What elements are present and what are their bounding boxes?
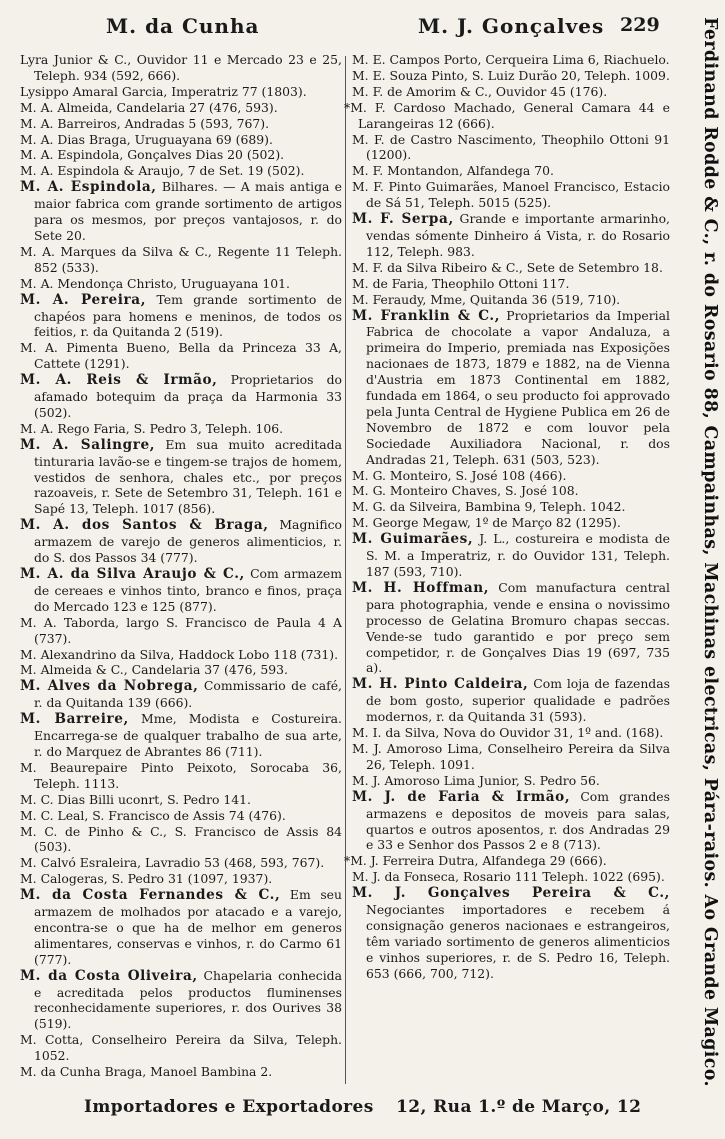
directory-entry [352, 276, 670, 292]
entry-text: M. da Cunha Braga, Manoel Bambina 2. [20, 1064, 273, 1080]
entry-name: M. Guimarães, [352, 531, 474, 548]
directory-entry [352, 741, 670, 773]
directory-entry [352, 789, 670, 854]
directory-entry [352, 499, 670, 515]
directory-entry [352, 68, 670, 84]
directory-entry [20, 517, 342, 566]
directory-entry [20, 1032, 342, 1064]
page-footer [84, 1097, 644, 1117]
footer-right-text: 12, Rua 1.º de Março, 12 [396, 1097, 642, 1117]
directory-entry [352, 515, 670, 531]
directory-entry [352, 52, 670, 68]
directory-entry [20, 760, 342, 792]
entry-text: M. A. Almeida, Candelaria 27 (476, 593). [20, 99, 278, 115]
directory-entry [352, 483, 670, 499]
entry-text: M. F. Montandon, Alfandega 70. [352, 163, 554, 179]
directory-entry [20, 52, 342, 84]
entry-text: *M. F. Cardoso Machado, General Camara 44 e Larangeiras 12 (666). [344, 99, 670, 131]
entry-name: M. Alves da Nobrega, [20, 678, 199, 695]
directory-entry [20, 968, 342, 1033]
entry-text: M. Calvó Esraleira, Lavradio 53 (468, 593, 767). [20, 855, 325, 871]
directory-entry [352, 885, 670, 981]
entry-text: M. Almeida & C., Candelaria 37 (476, 593. [20, 662, 288, 678]
footer-left-text: Importadores e Exportadores [84, 1097, 374, 1117]
entry-name: M. A. dos Santos & Braga, [20, 517, 269, 534]
entry-text: M. Calogeras, S. Pedro 31 (1097, 1937). [20, 871, 273, 887]
entry-text: M. A. Mendonça Christo, Uruguayana 101. [20, 275, 290, 291]
entry-name: M. A. Reis & Irmão, [20, 372, 218, 389]
side-advertisement [697, 14, 723, 1089]
entry-text: M. C. Dias Billi uconrt, S. Pedro 141. [20, 791, 251, 807]
directory-entry [20, 678, 342, 711]
entry-name: M. A. da Silva Araujo & C., [20, 566, 245, 582]
directory-entry [20, 615, 342, 647]
directory-entry [20, 116, 342, 132]
directory-entry [20, 824, 342, 856]
entry-text: M. A. Espindola, Gonçalves Dias 20 (502). [20, 147, 285, 163]
entry-text: M. A. Espindola & Araujo, 7 de Set. 19 (502). [20, 163, 305, 179]
directory-entry [20, 566, 342, 615]
directory-entry [352, 260, 670, 276]
directory-entry [352, 292, 670, 308]
directory-entry [352, 676, 670, 725]
directory-entry [352, 163, 670, 179]
directory-entry [20, 84, 342, 100]
directory-entry [344, 853, 670, 869]
directory-entry [352, 468, 670, 484]
entry-text: M. Beaurepaire Pinto Peixoto, Sorocaba 36, Teleph. 1113. [20, 759, 342, 791]
directory-entry [20, 244, 342, 276]
directory-entry [352, 869, 670, 885]
entry-name: M. H. Pinto Caldeira, [352, 676, 529, 693]
entry-name: M. J. de Faria & Irmão, [352, 788, 571, 805]
entry-text: Com armazem de cereaes e vinhos tinto, branco e finos, praça do Mercado 123 e 125 (877). [34, 566, 342, 614]
directory-entry [352, 132, 670, 164]
directory-entry [20, 647, 342, 663]
directory-entry [352, 179, 670, 211]
directory-entry [20, 179, 342, 244]
entry-text: M. F. da Silva Ribeiro & C., Sete de Setembro 18. [352, 259, 663, 275]
entry-text: M. F. de Castro Nascimento, Theophilo Ottoni 91 (1200). [352, 131, 670, 163]
directory-entry [20, 871, 342, 887]
directory-entry [352, 580, 670, 676]
directory-entry [20, 276, 342, 292]
directory-entry [344, 100, 670, 132]
entry-text: Em seu armazem de molhados por atacado e a varejo, encontra-se o que ha de melhor em generos alimentares, conservas e vinhos, r. do Carmo 61 (777). [34, 887, 342, 967]
header-right-name: M. J. Gonçalves [418, 14, 605, 38]
directory-entry [20, 292, 342, 341]
entry-text: Proprietarios do afamado botequim da praça da Harmonia 33 (502). [34, 372, 342, 420]
entry-text: M. J. da Fonseca, Rosario 111 Teleph. 1022 (695). [352, 869, 665, 885]
entry-text: M. F. de Amorim & C., Ouvidor 45 (176). [352, 83, 608, 99]
entry-text: Com loja de fazendas de bom gosto, superior qualidade e padrões modernos, r. da Quitanda 31 (593). [366, 676, 670, 725]
entry-name: M. F. Serpa, [352, 211, 454, 228]
entry-name: M. A. Espindola, [20, 179, 157, 196]
entry-text: Mme, Modista e Costureira. Encarrega-se de qualquer trabalho de sua arte, r. do Marquez de Abrantes 86 (711). [34, 711, 342, 759]
entry-text: Com grandes armazens e depositos de moveis para salas, quartos e outros aposentos, r. dos Andradas 29 e 33 e Senhor dos Passos 2 e 8 (713). [366, 788, 670, 853]
entry-text: Chapelaria conhecida e acreditada pelos productos fluminenses reconhecidamente superiores, r. dos Ourives 38 (519). [34, 967, 342, 1032]
entry-text: Tem grande sortimento de chapéos para homens e meninos, de todos os feitios, r. da Quitanda 2 (519). [34, 291, 342, 340]
directory-entry [20, 340, 342, 372]
entry-text: M. George Megaw, 1º de Março 82 (1295). [352, 515, 621, 531]
directory-entry [20, 1064, 342, 1080]
entry-name: M. A. Pereira, [20, 291, 147, 308]
entry-text: M. G. Monteiro, S. José 108 (466). [352, 467, 567, 483]
entry-text: M. G. Monteiro Chaves, S. José 108. [352, 483, 579, 499]
entry-text: Com manufactura central para photographia, vende e ensina o novissimo processo de Gelatina Bromuro chapas seccas. Vende-se tudo garantido e por preço sem competidor, r. de Gonçalves Dias 19 (697, 735 a). [366, 579, 670, 676]
entry-text: M. J. Amoroso Lima, Conselheiro Pereira da Silva 26, Teleph. 1091. [352, 740, 670, 772]
entry-name: M. da Costa Oliveira, [20, 967, 198, 984]
entry-text: Bilhares. — A mais antiga e maior fabrica com grande sortimento de artigos para os mesmos, por preços vantajosos, r. do Sete 20. [34, 179, 342, 243]
entry-text: M. E. Campos Porto, Cerqueira Lima 6, Riachuelo. [352, 52, 670, 67]
entry-text: M. Cotta, Conselheiro Pereira da Silva, Teleph. 1052. [20, 1032, 342, 1064]
entry-text: M. G. da Silveira, Bambina 9, Teleph. 1042. [352, 499, 626, 515]
directory-entry [20, 421, 342, 437]
entry-text: J. L., costureira e modista de S. M. a Imperatriz, r. do Ouvidor 131, Teleph. 187 (593, 710). [366, 531, 670, 579]
entry-text: M. I. da Silva, Nova do Ouvidor 31, 1º and. (168). [352, 725, 664, 741]
entry-text: Lyra Junior & C., Ouvidor 11 e Mercado 23 e 25, Teleph. 934 (592, 666). [20, 52, 342, 83]
entry-name: M. A. Salingre, [20, 436, 156, 453]
directory-entry [20, 711, 342, 760]
entry-text: Lysippo Amaral Garcia, Imperatriz 77 (1803). [20, 83, 307, 99]
entry-text: Grande e importante armarinho, vendas sómente Dinheiro á Vista, r. do Rosario 112, Teleph. 983. [366, 211, 670, 259]
column-divider [345, 56, 346, 1084]
entry-text: M. C. de Pinho & C., S. Francisco de Assis 84 (503). [20, 823, 342, 855]
directory-entry [20, 887, 342, 968]
directory-entry [352, 308, 670, 468]
entry-text: M. E. Souza Pinto, S. Luiz Durão 20, Teleph. 1009. [352, 67, 670, 83]
entry-text: Magnifico armazem de varejo de generos alimenticios, r. do S. dos Passos 34 (777). [34, 517, 342, 566]
entry-text: M. de Faria, Theophilo Ottoni 117. [352, 275, 570, 291]
directory-entry [20, 132, 342, 148]
directory-entry [352, 531, 670, 580]
entry-text: M. A. Barreiros, Andradas 5 (593, 767). [20, 115, 270, 131]
side-advertisement-text: Ferdinand Rodde & C., r. do Rosario 88, Campainhas, Machinas electricas, Pára-raios. Ao Grande Magico. [700, 16, 720, 1087]
header-left-name: M. da Cunha [106, 14, 260, 38]
entry-text: M. Feraudy, Mme, Quitanda 36 (519, 710). [352, 291, 621, 307]
entry-text: M. J. Amoroso Lima Junior, S. Pedro 56. [352, 772, 600, 788]
directory-entry [352, 84, 670, 100]
page-header [20, 14, 685, 44]
entry-name: M. J. Gonçalves Pereira & C., [352, 885, 670, 902]
entry-text: M. C. Leal, S. Francisco de Assis 74 (476). [20, 807, 286, 823]
entry-text: Em sua muito acreditada tinturaria lavão-se e tingem-se trajos de homem, vestidos de senhora, chales etc., por preços razoaveis, r. Sete de Setembro 31, Teleph. 161 e Sapé 13, Teleph. 1017 (856). [34, 436, 342, 517]
directory-entry [352, 725, 670, 741]
page-number: 229 [620, 14, 660, 36]
entry-text: Negociantes importadores e recebem á consignação generos nacionaes e estrangeiros, têm variado sortimento de generos alimenticios e vinhos superiores, r. de S. Pedro 16, Teleph. 653 (666, 700, 712). [366, 902, 670, 981]
entry-text: M. A. Marques da Silva & C., Regente 11 Teleph. 852 (533). [20, 243, 342, 275]
directory-entry [20, 372, 342, 421]
directory-entry [20, 855, 342, 871]
entry-text: M. F. Pinto Guimarães, Manoel Francisco, Estacio de Sá 51, Teleph. 5015 (525). [352, 179, 670, 211]
entry-text: M. A. Rego Faria, S. Pedro 3, Teleph. 106. [20, 420, 284, 436]
directory-entry [20, 147, 342, 163]
entry-text: Proprietarios da Imperial Fabrica de chocolate a vapor Andaluza, a primeira do Imperio, premiada nas Exposições nacionaes de 1873, 1879 e 1882, na de Vienna d'Austria em 1873 Continental em 1882, fundada em 1864, o seu producto foi approvado pela Junta Central de Hygiene Publica em 26 de Novembro de 1872 e com louvor pela Sociedade Auxiliadora Nacional, r. dos Andradas 21, Teleph. 631 (503, 523). [366, 307, 670, 467]
right-column [344, 52, 670, 982]
directory-entry [20, 100, 342, 116]
directory-entry [20, 808, 342, 824]
entry-text: M. A. Dias Braga, Uruguayana 69 (689). [20, 131, 273, 147]
directory-entry [352, 211, 670, 260]
directory-entry [20, 437, 342, 518]
entry-text: M. Alexandrino da Silva, Haddock Lobo 118 (731). [20, 646, 339, 662]
directory-entry [20, 792, 342, 808]
entry-name: M. Barreire, [20, 711, 129, 728]
directory-entry [20, 163, 342, 179]
entry-name: M. H. Hoffman, [352, 579, 490, 596]
entry-name: M. Franklin & C., [352, 307, 501, 324]
entry-text: M. A. Pimenta Bueno, Bella da Princeza 33 A, Cattete (1291). [20, 340, 342, 372]
directory-entry [20, 662, 342, 678]
entry-text: Commissario de café, r. da Quitanda 139 (666). [34, 678, 342, 711]
left-column [20, 52, 342, 1080]
entry-text: *M. J. Ferreira Dutra, Alfandega 29 (666). [344, 853, 607, 869]
entry-text: M. A. Taborda, largo S. Francisco de Paula 4 A (737). [20, 614, 342, 646]
entry-name: M. da Costa Fernandes & C., [20, 887, 281, 904]
directory-entry [352, 773, 670, 789]
